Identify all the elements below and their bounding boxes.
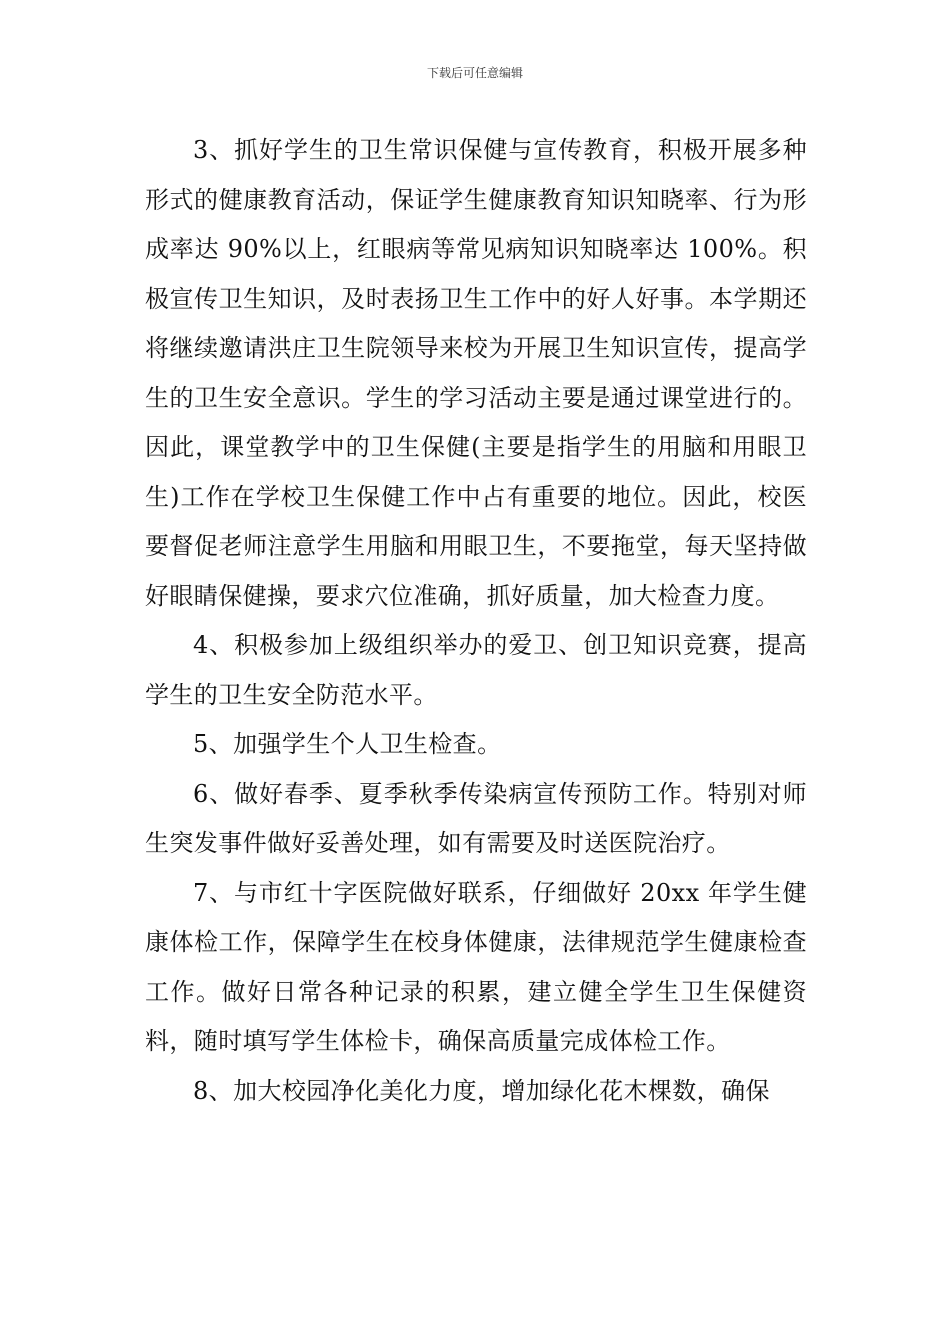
paragraph-item-4: 4、积极参加上级组织举办的爱卫、创卫知识竞赛，提高学生的卫生安全防范水平。 [145, 631, 807, 709]
paragraph-item-8: 8、加大校园净化美化力度，增加绿化花木棵数，确保 [193, 1076, 770, 1105]
document-body [145, 126, 807, 1116]
page-header-note: 下载后可任意编辑 [426, 66, 523, 80]
paragraph-item-5: 5、加强学生个人卫生检查。 [193, 730, 502, 758]
paragraph-item-3: 3、抓好学生的卫生常识保健与宣传教育，积极开展多种形式的健康教育活动，保证学生健康教育知识知晓率、行为形成率达 90%以上，红眼病等常见病知识知晓率达 100%。积极宣传卫生知识，及时表扬卫生工作中的好人好事。本学期还将继续邀请洪庄卫生院领导来校为开展卫生知识宣传，提高学生的卫生安全意识。学生的学习活动主要是通过课堂进行的。因此，课堂教学中的卫生保健(主要是指学生的用脑和用眼卫生)工作在学校卫生保健工作中占有重要的地位。因此，校医要督促老师注意学生用脑和用眼卫生，不要拖堂，每天坚持做好眼睛保健操，要求穴位准确，抓好质量，加大检查力度。 [145, 136, 807, 610]
paragraph-item-7: 7、与市红十字医院做好联系，仔细做好 20xx 年学生健康体检工作，保障学生在校身体健康，法律规范学生健康检查工作。做好日常各种记录的积累，建立健全学生卫生保健资料，随时填写学生体检卡，确保高质量完成体检工作。 [145, 878, 807, 1055]
paragraph-item-6: 6、做好春季、夏季秋季传染病宣传预防工作。特别对师生突发事件做好妥善处理，如有需要及时送医院治疗。 [145, 779, 807, 857]
